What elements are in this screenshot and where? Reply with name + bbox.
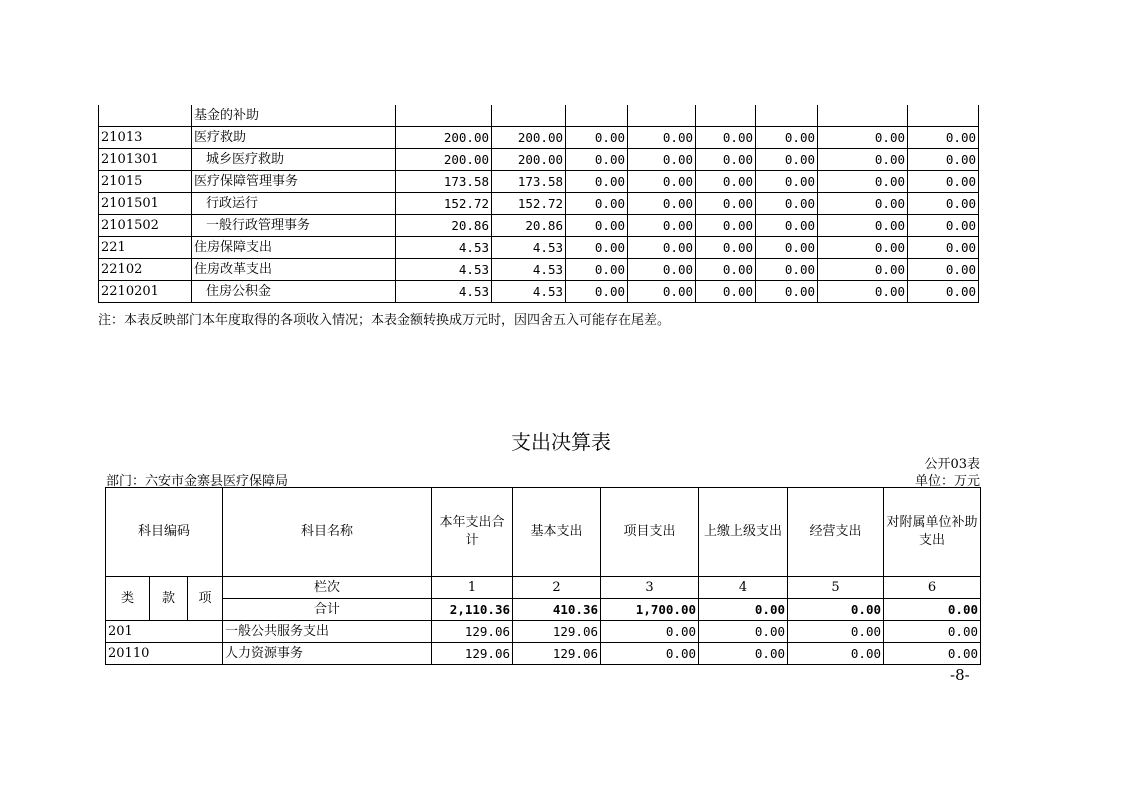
total-value: 410.36 <box>513 599 601 621</box>
amount-cell: 0.00 <box>628 193 696 215</box>
amount-cell: 0.00 <box>566 259 628 281</box>
total-value: 0.00 <box>788 599 884 621</box>
amount-cell: 200.00 <box>492 127 566 149</box>
subject-code: 201 <box>106 621 223 643</box>
amount-cell: 0.00 <box>566 237 628 259</box>
amount-cell <box>908 105 979 127</box>
amount-cell: 0.00 <box>566 193 628 215</box>
header-kuan: 款 <box>150 577 188 621</box>
subject-name: 人力资源事务 <box>223 643 432 665</box>
column-index-label: 栏次 <box>223 577 432 599</box>
column-index: 3 <box>601 577 699 599</box>
unit-label: 单位：万元 <box>914 474 980 489</box>
amount-cell: 0.00 <box>788 621 884 643</box>
amount-cell: 20.86 <box>492 215 566 237</box>
table-row <box>99 193 979 215</box>
subject-name: 医疗保障管理事务 <box>192 171 396 193</box>
amount-cell: 0.00 <box>628 237 696 259</box>
amount-cell: 0.00 <box>818 215 908 237</box>
amount-cell: 129.06 <box>432 643 513 665</box>
column-index: 5 <box>788 577 884 599</box>
amount-cell: 0.00 <box>628 171 696 193</box>
subject-name: 住房公积金 <box>192 281 396 303</box>
total-value: 0.00 <box>884 599 981 621</box>
amount-cell: 200.00 <box>396 149 492 171</box>
subject-code <box>99 105 192 127</box>
amount-cell: 0.00 <box>566 127 628 149</box>
subject-code: 2101301 <box>99 149 192 171</box>
header-xiang: 项 <box>188 577 223 621</box>
amount-cell: 152.72 <box>396 193 492 215</box>
table-number: 公开03表 <box>924 457 980 472</box>
subject-code: 22102 <box>99 259 192 281</box>
amount-cell: 0.00 <box>788 643 884 665</box>
subject-name: 一般公共服务支出 <box>223 621 432 643</box>
amount-cell: 0.00 <box>628 127 696 149</box>
subject-name: 城乡医疗救助 <box>192 149 396 171</box>
amount-cell: 0.00 <box>628 215 696 237</box>
table-row <box>99 215 979 237</box>
column-index: 2 <box>513 577 601 599</box>
amount-cell <box>756 105 818 127</box>
amount-cell: 0.00 <box>628 281 696 303</box>
amount-cell: 0.00 <box>566 281 628 303</box>
amount-cell: 0.00 <box>566 215 628 237</box>
subject-name: 医疗救助 <box>192 127 396 149</box>
column-index: 1 <box>432 577 513 599</box>
amount-cell: 200.00 <box>492 149 566 171</box>
header-upper: 上缴上级支出 <box>699 488 788 577</box>
amount-cell: 0.00 <box>908 193 979 215</box>
subject-code: 2210201 <box>99 281 192 303</box>
amount-cell: 0.00 <box>628 259 696 281</box>
amount-cell: 0.00 <box>601 621 699 643</box>
table-row <box>99 281 979 303</box>
header-basic: 基本支出 <box>513 488 601 577</box>
amount-cell: 0.00 <box>818 171 908 193</box>
table-row <box>99 171 979 193</box>
amount-cell: 0.00 <box>696 171 756 193</box>
amount-cell: 0.00 <box>696 237 756 259</box>
table-title: 支出决算表 <box>511 430 611 454</box>
amount-cell: 129.06 <box>513 621 601 643</box>
subject-name: 行政运行 <box>192 193 396 215</box>
header-operating: 经营支出 <box>788 488 884 577</box>
amount-cell <box>696 105 756 127</box>
amount-cell: 20.86 <box>396 215 492 237</box>
total-label: 合计 <box>223 599 432 621</box>
amount-cell: 0.00 <box>696 259 756 281</box>
amount-cell: 0.00 <box>756 281 818 303</box>
amount-cell: 0.00 <box>756 127 818 149</box>
amount-cell: 0.00 <box>908 149 979 171</box>
amount-cell: 0.00 <box>696 127 756 149</box>
amount-cell <box>492 105 566 127</box>
amount-cell: 0.00 <box>756 171 818 193</box>
header-code: 科目编码 <box>106 488 223 577</box>
amount-cell: 0.00 <box>696 193 756 215</box>
amount-cell: 4.53 <box>396 259 492 281</box>
subject-name: 住房保障支出 <box>192 237 396 259</box>
table-row <box>106 621 981 643</box>
amount-cell: 0.00 <box>908 171 979 193</box>
amount-cell: 200.00 <box>396 127 492 149</box>
subject-code: 2101502 <box>99 215 192 237</box>
amount-cell: 4.53 <box>492 281 566 303</box>
amount-cell: 0.00 <box>908 281 979 303</box>
subject-code: 20110 <box>106 643 223 665</box>
amount-cell: 0.00 <box>818 237 908 259</box>
amount-cell: 0.00 <box>566 149 628 171</box>
table-row <box>99 259 979 281</box>
header-name: 科目名称 <box>223 488 432 577</box>
amount-cell: 0.00 <box>756 149 818 171</box>
amount-cell: 0.00 <box>699 643 788 665</box>
amount-cell: 4.53 <box>396 281 492 303</box>
table-row <box>99 105 979 127</box>
amount-cell: 0.00 <box>756 193 818 215</box>
amount-cell: 0.00 <box>908 215 979 237</box>
amount-cell: 0.00 <box>818 149 908 171</box>
amount-cell: 0.00 <box>884 643 981 665</box>
page-number: -8- <box>950 666 970 684</box>
subject-code: 2101501 <box>99 193 192 215</box>
amount-cell <box>818 105 908 127</box>
amount-cell: 129.06 <box>432 621 513 643</box>
amount-cell <box>396 105 492 127</box>
amount-cell: 0.00 <box>818 259 908 281</box>
amount-cell: 0.00 <box>696 215 756 237</box>
amount-cell: 4.53 <box>492 259 566 281</box>
table-row <box>99 149 979 171</box>
amount-cell: 0.00 <box>699 621 788 643</box>
table-note: 注：本表反映部门本年度取得的各项收入情况；本表金额转换成万元时，因四舍五入可能存在尾差。 <box>98 313 671 328</box>
table-row <box>99 237 979 259</box>
subject-code: 21015 <box>99 171 192 193</box>
amount-cell: 0.00 <box>908 259 979 281</box>
total-value: 2,110.36 <box>432 599 513 621</box>
amount-cell: 0.00 <box>818 127 908 149</box>
total-value: 0.00 <box>699 599 788 621</box>
amount-cell: 152.72 <box>492 193 566 215</box>
amount-cell: 0.00 <box>908 127 979 149</box>
subject-name: 基金的补助 <box>192 105 396 127</box>
subject-code: 221 <box>99 237 192 259</box>
header-subsidy: 对附属单位补助支出 <box>884 488 981 577</box>
table-row <box>106 643 981 665</box>
amount-cell: 173.58 <box>492 171 566 193</box>
amount-cell <box>566 105 628 127</box>
header-total: 本年支出合计 <box>432 488 513 577</box>
amount-cell: 0.00 <box>696 149 756 171</box>
amount-cell: 0.00 <box>756 215 818 237</box>
amount-cell: 0.00 <box>756 259 818 281</box>
amount-cell: 129.06 <box>513 643 601 665</box>
amount-cell: 4.53 <box>396 237 492 259</box>
amount-cell: 0.00 <box>884 621 981 643</box>
expense-table <box>105 487 981 665</box>
amount-cell: 4.53 <box>492 237 566 259</box>
amount-cell: 0.00 <box>628 149 696 171</box>
amount-cell: 0.00 <box>818 193 908 215</box>
header-lei: 类 <box>106 577 150 621</box>
amount-cell <box>628 105 696 127</box>
subject-name: 住房改革支出 <box>192 259 396 281</box>
column-index: 4 <box>699 577 788 599</box>
amount-cell: 0.00 <box>818 281 908 303</box>
header-project: 项目支出 <box>601 488 699 577</box>
amount-cell: 0.00 <box>601 643 699 665</box>
department-label: 部门：六安市金寨县医疗保障局 <box>106 474 289 489</box>
amount-cell: 0.00 <box>908 237 979 259</box>
income-table <box>98 105 979 303</box>
amount-cell: 173.58 <box>396 171 492 193</box>
subject-name: 一般行政管理事务 <box>192 215 396 237</box>
amount-cell: 0.00 <box>756 237 818 259</box>
table-row <box>99 127 979 149</box>
total-value: 1,700.00 <box>601 599 699 621</box>
amount-cell: 0.00 <box>566 171 628 193</box>
subject-code: 21013 <box>99 127 192 149</box>
amount-cell: 0.00 <box>696 281 756 303</box>
column-index: 6 <box>884 577 981 599</box>
